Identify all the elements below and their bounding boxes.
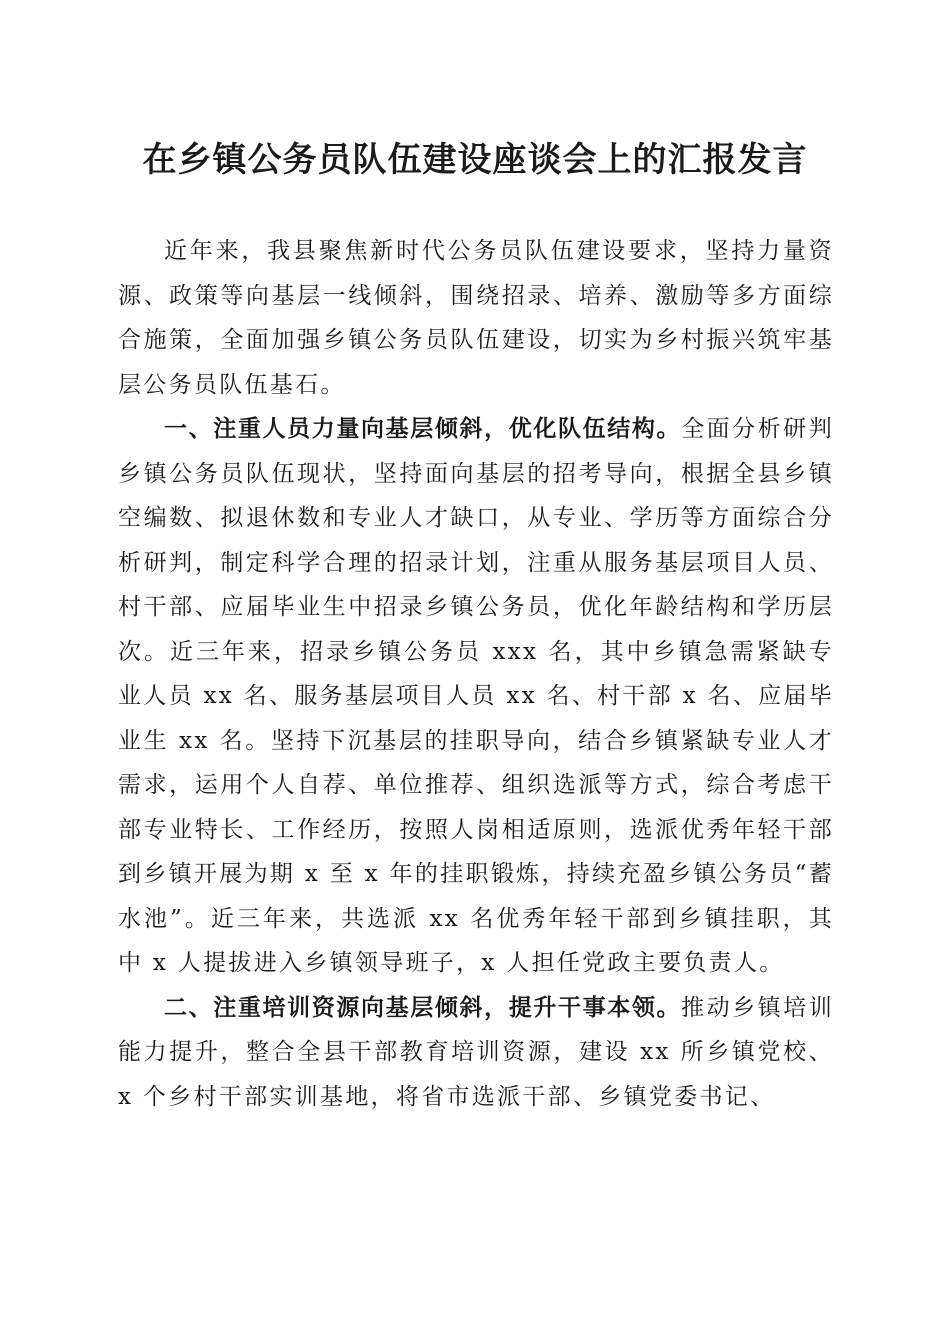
document-body (118, 229, 834, 1119)
document-title: 在乡镇公务员队伍建设座谈会上的汇报发言 (142, 140, 808, 180)
section-paragraph (118, 407, 834, 986)
section-heading: 一、注重人员力量向基层倾斜，优化队伍结构。 (164, 416, 682, 442)
section-paragraph (118, 986, 834, 1120)
section-text: 推动乡镇培训能力提升，整合全县干部教育培训资源，建设 xx 所乡镇党校、x 个乡村干部实训基地，将省市选派干部、乡镇党委书记、 (118, 994, 834, 1110)
section-text: 全面分析研判乡镇公务员队伍现状，坚持面向基层的招考导向，根据全县乡镇空编数、拟退休数和专业人才缺口，从专业、学历等方面综合分析研判，制定科学合理的招录计划，注重从服务基层项目人员、村干部、应届毕业生中招录乡镇公务员，优化年龄结构和学历层次。近三年来，招录乡镇公务员 xxx 名，其中乡镇急需紧缺专业人员 xx 名、服务基层项目人员 xx 名、村干部 x 名、应届毕业生 xx 名。坚持下沉基层的挂职导向，结合乡镇紧缺专业人才需求，运用个人自荐、单位推荐、组织选派等方式，综合考虑干部专业特长、工作经历，按照人岗相适原则，选派优秀年轻干部到乡镇开展为期 x 至 x 年的挂职锻炼，持续充盈乡镇公务员“蓄水池”。近三年来，共选派 xx 名优秀年轻干部到乡镇挂职，其中 x 人提拔进入乡镇领导班子，x 人担任党政主要负责人。 (118, 416, 834, 976)
section-heading: 二、注重培训资源向基层倾斜，提升干事本领。 (164, 994, 682, 1021)
intro-paragraph: 近年来，我县聚焦新时代公务员队伍建设要求，坚持力量资源、政策等向基层一线倾斜，围绕招录、培养、激励等多方面综合施策，全面加强乡镇公务员队伍建设，切实为乡村振兴筑牢基层公务员队伍基石。 (118, 238, 834, 398)
